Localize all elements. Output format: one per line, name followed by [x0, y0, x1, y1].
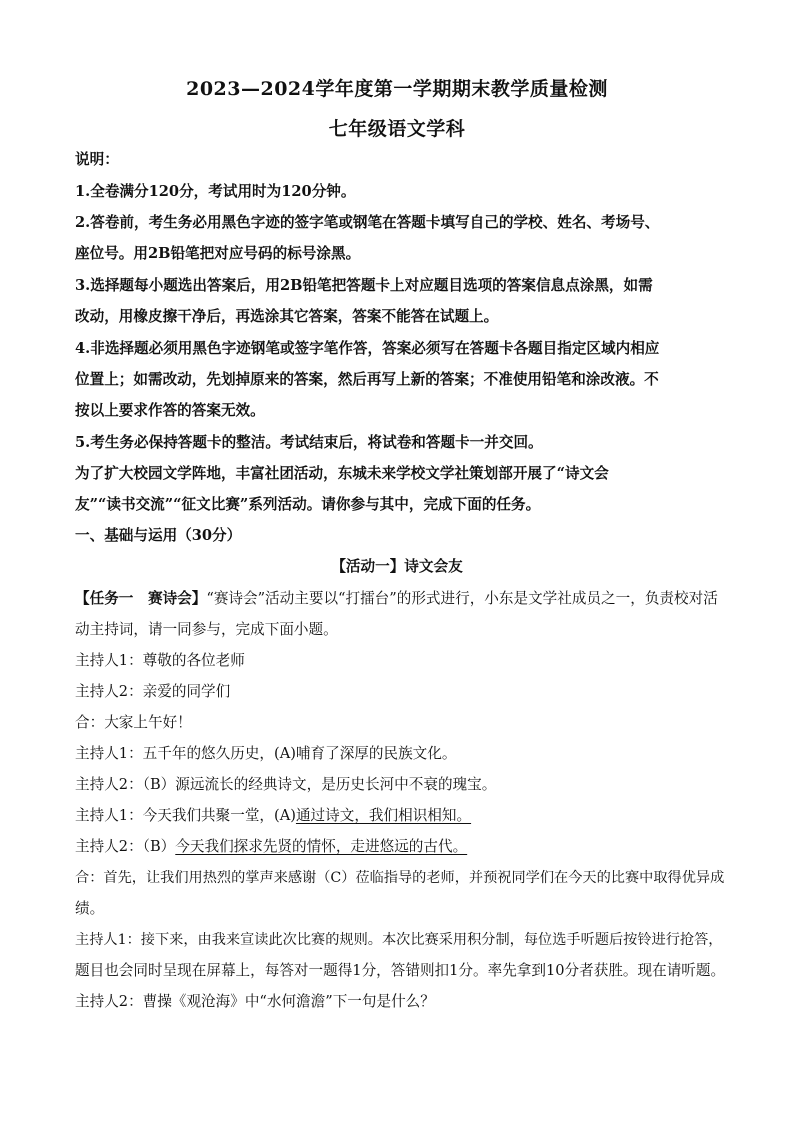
intro-line-2: 友”“读书交流”“征文比赛”系列活动。请你参与其中，完成下面的任务。: [75, 496, 541, 513]
instructions-heading: 说明：: [75, 151, 119, 168]
instruction-5: 5.考生务必保持答题卡的整洁。考试结束后，将试卷和答题卡一并交回。: [75, 434, 543, 451]
task-text-2: 动主持词，请一同参与，完成下面小题。: [75, 621, 338, 638]
script-line-7: [75, 837, 725, 857]
task-line-1: [75, 589, 725, 609]
script-line-6-prefix: 主持人1：今天我们共聚一堂，(A): [75, 807, 296, 824]
instruction-3b: 改动，用橡皮擦干净后，再选涂其它答案，答案不能答在试题上。: [75, 308, 499, 325]
instruction-4c: 按以上要求作答的答案无效。: [75, 402, 265, 419]
instruction-2b: 座位号。用2B铅笔把对应号码的标号涂黑。: [75, 245, 361, 262]
instruction-2a: 2.答卷前，考生务必用黑色字迹的签字笔或钢笔在答题卡填写自己的学校、姓名、考场号、: [75, 214, 660, 231]
script-line-5: 主持人2：（B）源远流长的经典诗文，是历史长河中不衰的瑰宝。: [75, 776, 497, 793]
activity-heading: 【活动一】诗文会友: [331, 558, 463, 575]
script-line-7-prefix: 主持人2：（B）: [75, 838, 176, 855]
script-line-8a: 合：首先，让我们用热烈的掌声来感谢（C）莅临指导的老师，并预祝同学们在今天的比赛中取得优异成: [75, 870, 725, 886]
underlined-sentence-b: 今天我们探求先贤的情怀，走进悠远的古代。: [175, 838, 468, 855]
script-line-9a: 主持人1：接下来，由我来宣读此次比赛的规则。本次比赛采用积分制，每位选手听题后按铃进行抢答，: [75, 932, 723, 948]
instruction-4a: 4.非选择题必须用黑色字迹钢笔或签字笔作答，答案必须写在答题卡各题目指定区域内相应: [75, 340, 660, 357]
script-line-9b: 题目也会同时呈现在屏幕上，每答对一题得1分，答错则扣1分。率先拿到10分者获胜。现在请听题。: [75, 962, 726, 979]
script-line-6: [75, 806, 725, 826]
script-line-3: 合：大家上午好！: [75, 714, 192, 731]
instruction-3a: 3.选择题每小题选出答案后，用2B铅笔把答题卡上对应题目选项的答案信息点涂黑，如需: [75, 277, 653, 294]
instruction-4b: 位置上；如需改动，先划掉原来的答案，然后再写上新的答案；不准使用铅笔和涂改液。不: [75, 371, 659, 388]
script-line-2: 主持人2：亲爱的同学们: [75, 683, 231, 700]
script-line-8b: 绩。: [75, 900, 105, 917]
section-heading: 一、基础与运用（30分）: [75, 527, 242, 544]
exam-subtitle: 七年级语文学科: [328, 118, 466, 140]
script-line-1: 主持人1：尊敬的各位老师: [75, 652, 245, 669]
instruction-1: 1.全卷满分120分，考试用时为120分钟。: [75, 183, 356, 200]
underlined-sentence-a: 通过诗文，我们相识相知。: [295, 807, 472, 824]
exam-title: 2023—2024学年度第一学期期末教学质量检测: [186, 78, 608, 100]
task-text-1: “赛诗会”活动主要以“打擂台”的形式进行，小东是文学社成员之一，负责校对活: [206, 590, 718, 607]
intro-line-1: 为了扩大校园文学阵地，丰富社团活动，东城未来学校文学社策划部开展了“诗文会: [75, 465, 609, 482]
script-line-4: 主持人1：五千年的悠久历史，(A)哺育了深厚的民族文化。: [75, 745, 457, 762]
task-label: 【任务一 赛诗会】: [75, 590, 207, 607]
script-line-10: 主持人2：曹操《观沧海》中“水何澹澹”下一句是什么？: [75, 993, 435, 1010]
